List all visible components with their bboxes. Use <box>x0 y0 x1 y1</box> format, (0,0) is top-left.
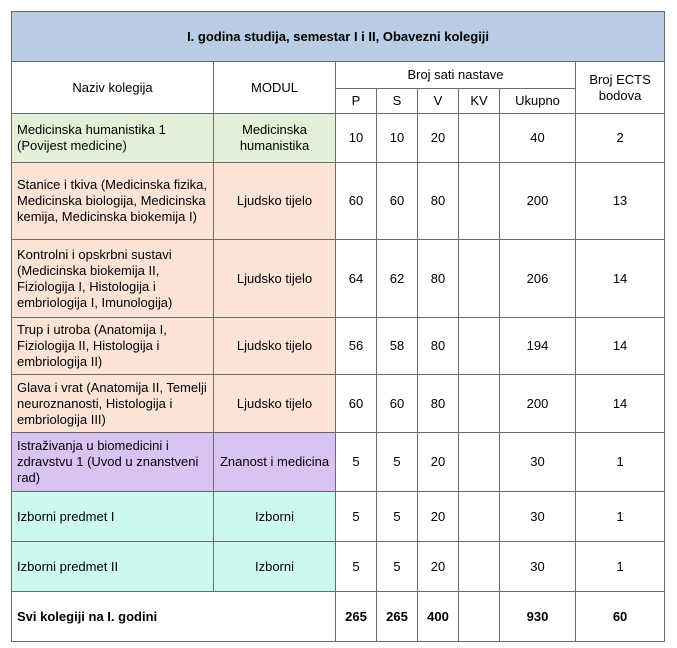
cell-v: 80 <box>418 375 459 433</box>
cell-ects: 2 <box>576 114 665 163</box>
header-course-name: Naziv kolegija <box>12 62 214 114</box>
cell-total: 30 <box>500 542 576 592</box>
cell-module: Ljudsko tijelo <box>214 318 336 375</box>
cell-module: Ljudsko tijelo <box>214 375 336 433</box>
cell-p: 5 <box>336 542 377 592</box>
cell-p: 56 <box>336 318 377 375</box>
cell-p: 5 <box>336 492 377 542</box>
cell-ects: 1 <box>576 433 665 492</box>
cell-v: 20 <box>418 433 459 492</box>
cell-s: 10 <box>377 114 418 163</box>
table-row <box>12 318 665 375</box>
cell-v: 80 <box>418 240 459 318</box>
cell-name: Istraživanja u biomedicini i zdravstvu 1 (Uvod u znanstveni rad) <box>12 433 214 492</box>
cell-name: Trup i utroba (Anatomija I, Fiziologija II, Histologija i embriologija II) <box>12 318 214 375</box>
cell-p: 64 <box>336 240 377 318</box>
cell-s: 58 <box>377 318 418 375</box>
cell-module: Izborni <box>214 492 336 542</box>
table-row <box>12 240 665 318</box>
cell-kv <box>459 114 500 163</box>
header-s: S <box>377 89 418 114</box>
cell-total: 194 <box>500 318 576 375</box>
cell-v: 20 <box>418 542 459 592</box>
cell-s: 5 <box>377 542 418 592</box>
cell-ects: 14 <box>576 318 665 375</box>
header-row-1 <box>12 62 665 89</box>
totals-ects: 60 <box>576 592 665 642</box>
cell-p: 60 <box>336 375 377 433</box>
cell-name: Glava i vrat (Anatomija II, Temelji neuroznanosti, Histologija i embriologija III) <box>12 375 214 433</box>
cell-p: 10 <box>336 114 377 163</box>
cell-ects: 14 <box>576 375 665 433</box>
cell-module: Medicinska humanistika <box>214 114 336 163</box>
table-title: I. godina studija, semestar I i II, Obavezni kolegiji <box>12 12 665 62</box>
cell-s: 5 <box>377 492 418 542</box>
cell-total: 30 <box>500 433 576 492</box>
cell-s: 60 <box>377 163 418 240</box>
cell-ects: 1 <box>576 542 665 592</box>
table-row <box>12 492 665 542</box>
cell-v: 80 <box>418 163 459 240</box>
cell-s: 62 <box>377 240 418 318</box>
header-ects: Broj ECTS bodova <box>576 62 665 114</box>
header-v: V <box>418 89 459 114</box>
table-row <box>12 433 665 492</box>
cell-module: Znanost i medicina <box>214 433 336 492</box>
totals-kv <box>459 592 500 642</box>
cell-ects: 1 <box>576 492 665 542</box>
cell-v: 20 <box>418 492 459 542</box>
cell-v: 80 <box>418 318 459 375</box>
cell-p: 5 <box>336 433 377 492</box>
cell-total: 200 <box>500 375 576 433</box>
header-p: P <box>336 89 377 114</box>
title-row <box>12 12 665 62</box>
cell-name: Stanice i tkiva (Medicinska fizika, Medicinska biologija, Medicinska kemija, Medicinska biokemija I) <box>12 163 214 240</box>
cell-kv <box>459 163 500 240</box>
cell-total: 206 <box>500 240 576 318</box>
cell-total: 30 <box>500 492 576 542</box>
cell-ects: 13 <box>576 163 665 240</box>
cell-name: Izborni predmet II <box>12 542 214 592</box>
cell-kv <box>459 492 500 542</box>
totals-label: Svi kolegiji na I. godini <box>12 592 336 642</box>
totals-s: 265 <box>377 592 418 642</box>
cell-module: Ljudsko tijelo <box>214 240 336 318</box>
totals-total: 930 <box>500 592 576 642</box>
cell-kv <box>459 433 500 492</box>
cell-p: 60 <box>336 163 377 240</box>
cell-name: Izborni predmet I <box>12 492 214 542</box>
header-total: Ukupno <box>500 89 576 114</box>
table-row <box>12 375 665 433</box>
header-hours-group: Broj sati nastave <box>336 62 576 89</box>
cell-kv <box>459 318 500 375</box>
cell-v: 20 <box>418 114 459 163</box>
table-row <box>12 114 665 163</box>
cell-kv <box>459 240 500 318</box>
cell-name: Kontrolni i opskrbni sustavi (Medicinska biokemija II, Fiziologija I, Histologija i embriologija I, Imunologija) <box>12 240 214 318</box>
cell-module: Ljudsko tijelo <box>214 163 336 240</box>
cell-s: 5 <box>377 433 418 492</box>
totals-row <box>12 592 665 642</box>
cell-total: 40 <box>500 114 576 163</box>
cell-total: 200 <box>500 163 576 240</box>
cell-kv <box>459 542 500 592</box>
cell-ects: 14 <box>576 240 665 318</box>
header-module: MODUL <box>214 62 336 114</box>
totals-p: 265 <box>336 592 377 642</box>
header-kv: KV <box>459 89 500 114</box>
totals-v: 400 <box>418 592 459 642</box>
cell-module: Izborni <box>214 542 336 592</box>
cell-name: Medicinska humanistika 1 (Povijest medicine) <box>12 114 214 163</box>
table-row <box>12 163 665 240</box>
cell-kv <box>459 375 500 433</box>
cell-s: 60 <box>377 375 418 433</box>
table-row <box>12 542 665 592</box>
curriculum-table <box>11 11 665 642</box>
